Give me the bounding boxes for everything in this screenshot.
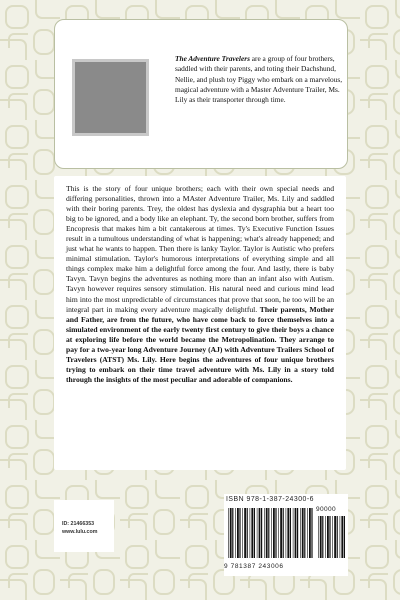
barcode-bar bbox=[304, 508, 305, 558]
barcode-bar bbox=[264, 508, 265, 558]
barcode-bar bbox=[334, 516, 336, 558]
description-panel bbox=[54, 176, 346, 470]
barcode-bar bbox=[340, 516, 341, 558]
barcode-bar bbox=[309, 508, 311, 558]
barcode-addon-bars bbox=[318, 516, 345, 558]
barcode-bar bbox=[280, 508, 282, 558]
barcode-bar bbox=[297, 508, 298, 558]
publisher-url: www.lulu.com bbox=[62, 529, 98, 535]
barcode-bar bbox=[275, 508, 276, 558]
barcode-bar bbox=[337, 516, 338, 558]
barcode-bar bbox=[254, 508, 255, 558]
barcode-bar bbox=[268, 508, 269, 558]
barcode-bar bbox=[286, 508, 287, 558]
barcode-bar bbox=[332, 516, 333, 558]
barcode-bar bbox=[293, 508, 294, 558]
barcode-bar bbox=[271, 508, 272, 558]
barcode-bar bbox=[242, 508, 243, 558]
barcode-bar bbox=[250, 508, 251, 558]
barcode-addon-digits: 90000 bbox=[316, 506, 337, 513]
blurb-panel bbox=[54, 19, 348, 169]
barcode-bar bbox=[325, 516, 326, 558]
barcode-bar bbox=[261, 508, 262, 558]
book-title: The Adventure Travelers bbox=[175, 54, 250, 63]
barcode-bar bbox=[320, 516, 322, 558]
barcode-bar bbox=[235, 508, 236, 558]
barcode-bar bbox=[287, 508, 289, 558]
author-photo-placeholder bbox=[72, 59, 149, 136]
barcode-bar bbox=[239, 508, 240, 558]
barcode-bar bbox=[302, 508, 304, 558]
barcode-bar bbox=[329, 516, 330, 558]
blurb-text: are a group of four brothers, saddled with their parents, and toting their Dachshund, Nellie, and plush toy Piggy who embark on a marvelous, magical adventure with a Master Adventure Trailer, Ms. Lily as their transporter through time. bbox=[175, 54, 343, 105]
barcode-bar bbox=[228, 508, 229, 558]
barcode-bar bbox=[230, 508, 232, 558]
barcode-bar bbox=[307, 508, 308, 558]
description-plain-text: This is the story of four unique brothers; each with their own special needs and differing personalities, thrown into a MAster Adventure Trailer, Ms. Lily and saddled with their boring parents. Trey, the oldest has dyslexia and dysgraphia but a heart too big to be ignored, and a body like an elephant. Ty, the second born brother, suffers from Encopresis that makes him a bit cantakerous at times. Ty's Executive Function Issues result in a tumultous understanding of what is happening; what's already happened; and just what he wants to happen. Then there is lanky Taylor. Taylor is Autistic who prefers minimal stimulation. Taylor's humorous interpretations of everything simple and all things complex make him a delightful force among the four. And lastly, there is baby Tavyn. Tavyn begins the adventures as nothing more than an infant also with Autism. Tavyn however requires sensory stimulation. His natural need and curious mind lead him into the most unpredictable of circumstances that prove that soon, he too will be an integral part in making every adventure magically delightful. bbox=[66, 184, 334, 314]
barcode-bar bbox=[232, 508, 233, 558]
barcode-bar bbox=[344, 516, 345, 558]
barcode-digits: 9 781387 243006 bbox=[224, 563, 284, 570]
barcode-bar bbox=[278, 508, 279, 558]
blurb-paragraph bbox=[175, 54, 345, 105]
barcode-bar bbox=[266, 508, 268, 558]
barcode-bar bbox=[290, 508, 291, 558]
barcode-bar bbox=[322, 516, 323, 558]
isbn-label: ISBN 978-1-387-24300-6 bbox=[226, 496, 314, 503]
barcode-bar bbox=[244, 508, 246, 558]
barcode-bar bbox=[247, 508, 248, 558]
barcode-bar bbox=[327, 516, 329, 558]
barcode-bar bbox=[259, 508, 261, 558]
barcode-bar bbox=[251, 508, 253, 558]
barcode-bar bbox=[295, 508, 297, 558]
barcode-bar bbox=[300, 508, 301, 558]
description-bold-text: Their parents, Mother and Father, are from the future, who have come back to force themselves into a simulated environment of the early twenty first century to give their boys a chance at exploring life before the world became the Metropolination. They arrange to pay for a two-year long Adventure Journey (AJ) with Adventure Trailers School of Travelers (ATST) Ms. Lily. Here begins the adventures of four unique brothers trying to embark on their time travel adventure with Ms. Lily in a story told through the insights of the most peculiar and adorable of companions. bbox=[66, 304, 335, 384]
barcode-bar bbox=[237, 508, 239, 558]
barcode-bar bbox=[311, 508, 312, 558]
barcode-main-bars bbox=[228, 508, 314, 558]
barcode-bar bbox=[318, 516, 319, 558]
barcode-bar bbox=[257, 508, 258, 558]
barcode-bar bbox=[273, 508, 275, 558]
barcode-bar bbox=[283, 508, 284, 558]
barcode-bar bbox=[341, 516, 343, 558]
publisher-id: ID: 21466353 bbox=[62, 521, 95, 527]
description-paragraph bbox=[66, 184, 334, 385]
